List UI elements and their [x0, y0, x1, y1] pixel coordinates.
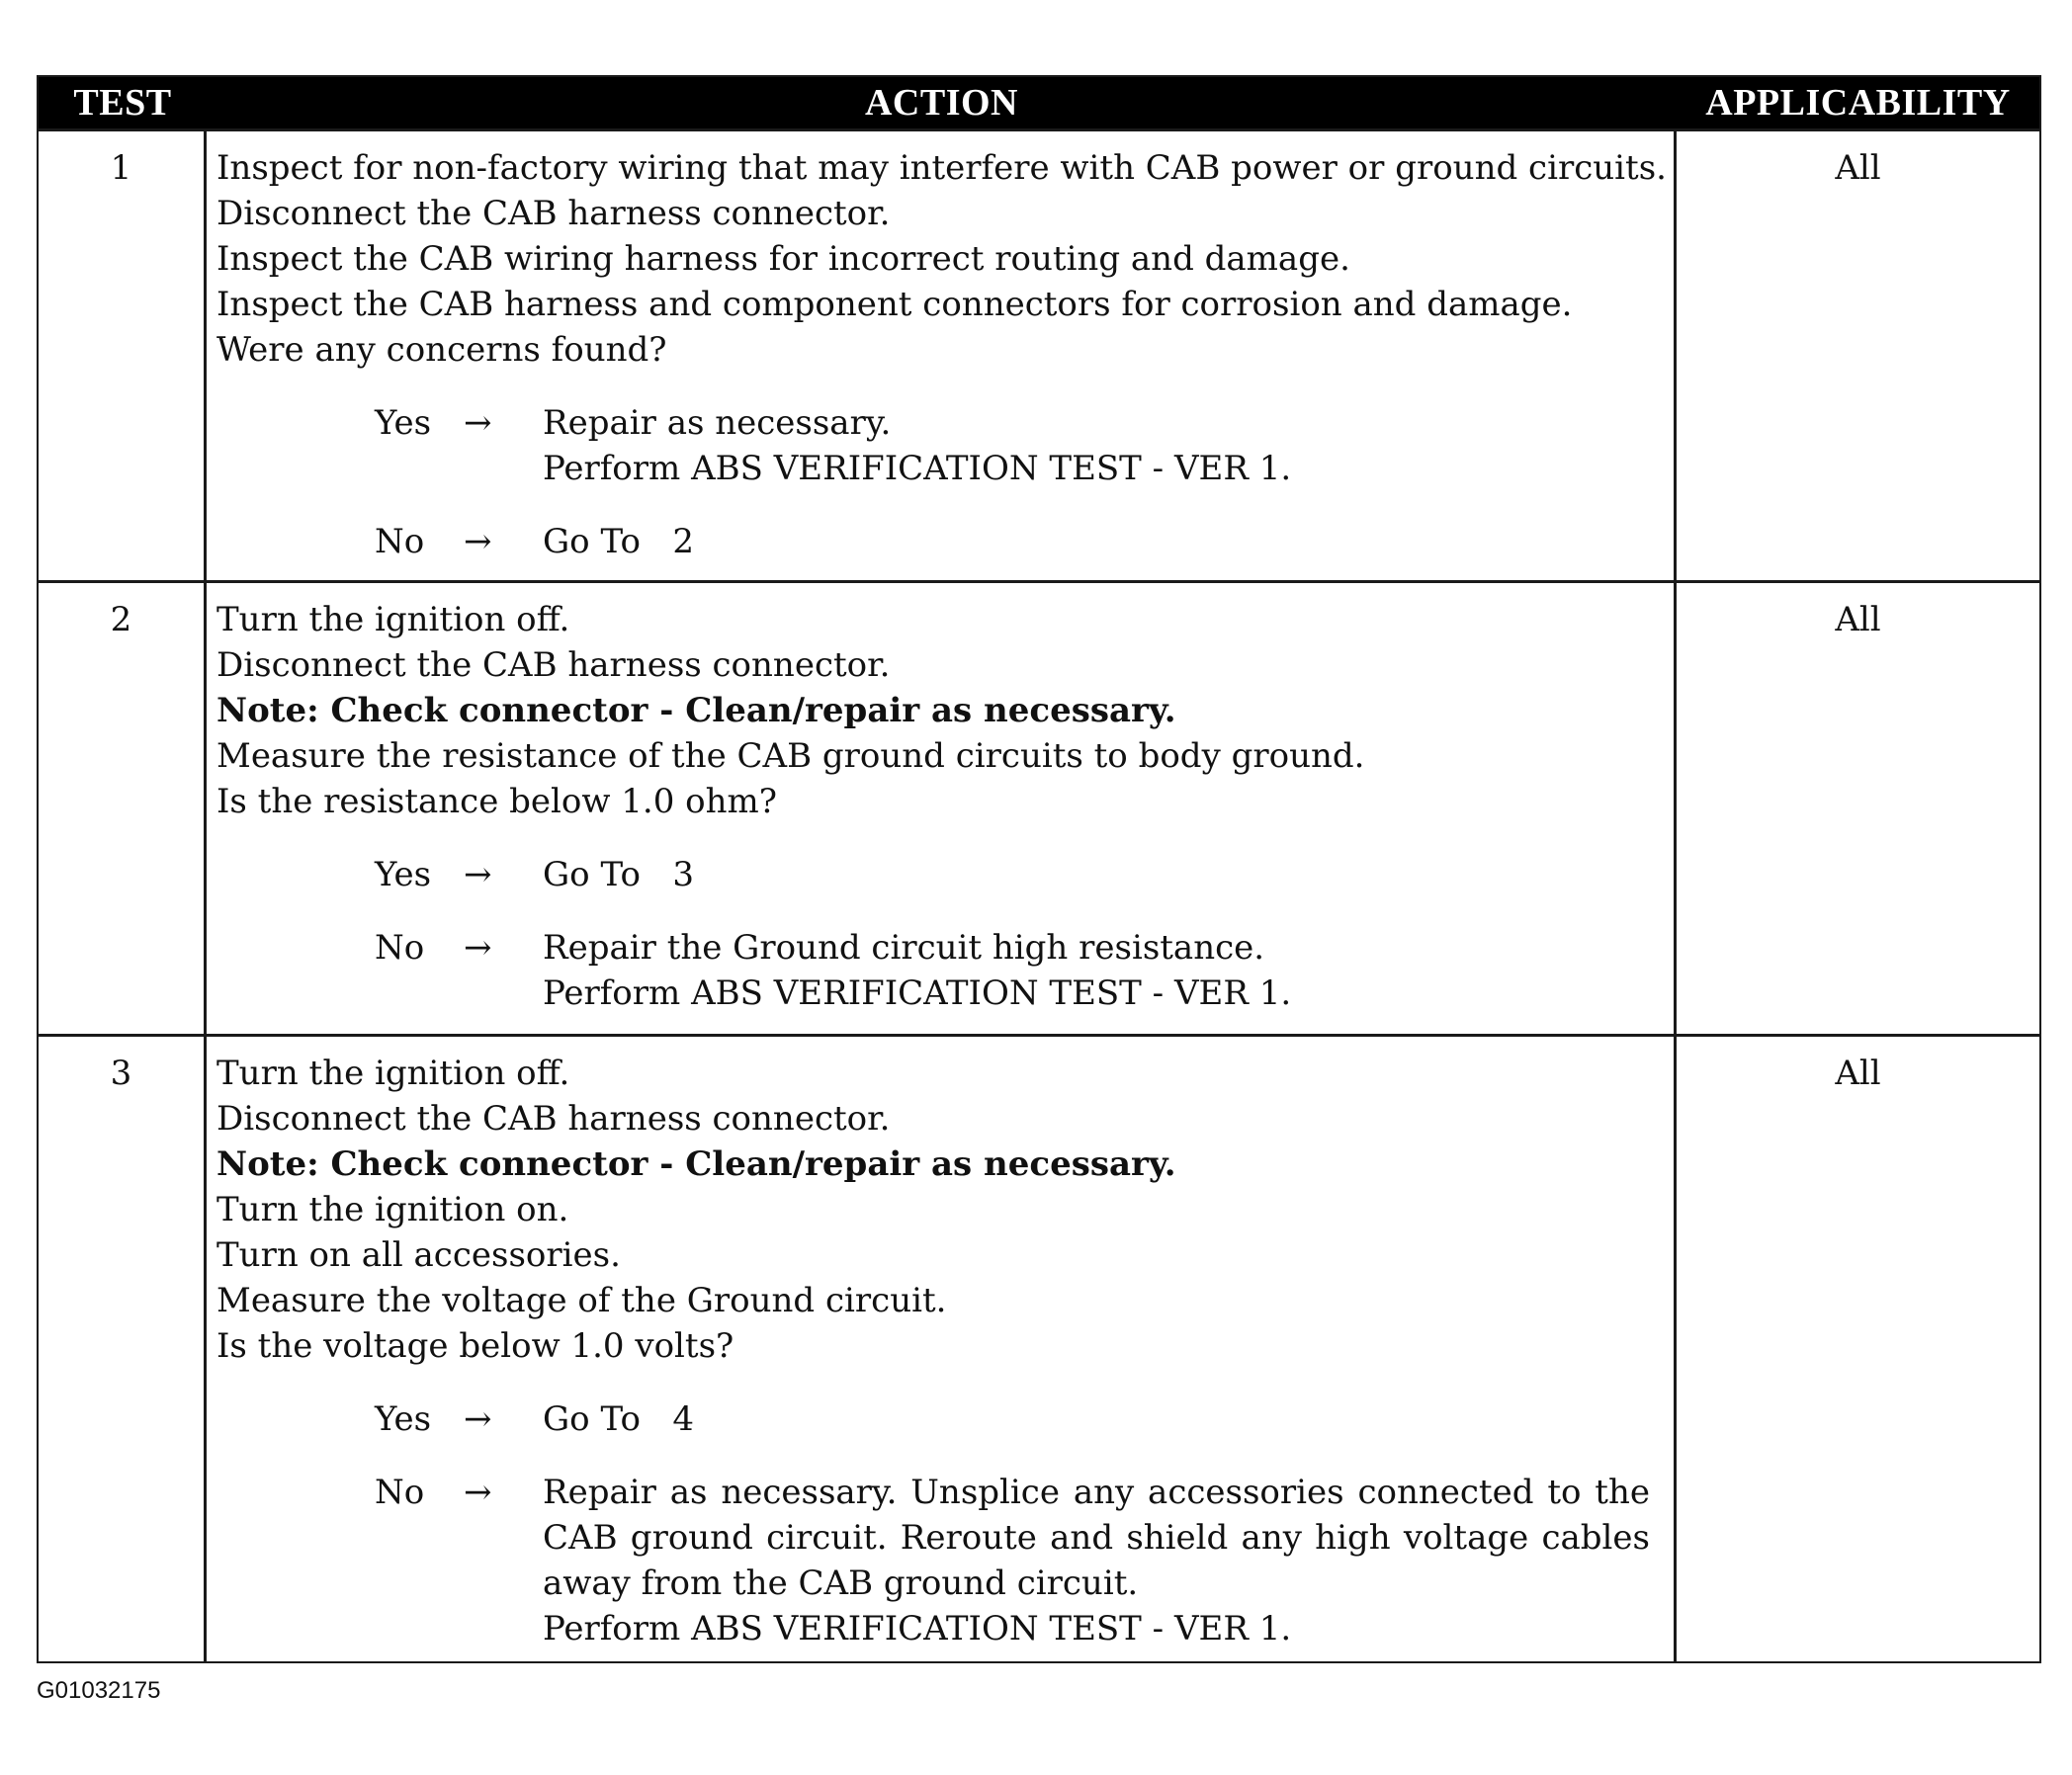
- step: Measure the voltage of the Ground circuit.: [216, 1281, 947, 1320]
- no-branch: [375, 925, 1666, 1016]
- step: Turn the ignition off.: [216, 600, 570, 639]
- yes-branch: [375, 400, 1666, 491]
- yes-label: Yes: [375, 855, 432, 894]
- header-action: ACTION: [864, 82, 1019, 124]
- result-line: Go To 4: [543, 1399, 694, 1439]
- step: Disconnect the CAB harness connector.: [216, 645, 891, 685]
- result-line: away from the CAB ground circuit.: [543, 1564, 1139, 1603]
- test-number: 1: [39, 131, 207, 580]
- no-result: [543, 1470, 1666, 1651]
- right-arrow-icon: →: [464, 403, 492, 443]
- right-arrow-icon: →: [464, 522, 492, 561]
- step: Inspect for non-factory wiring that may interfere with CAB power or ground circuits.: [216, 148, 1667, 188]
- action-cell: [207, 131, 1677, 580]
- result-line: CAB ground circuit. Reroute and shield any high voltage cables: [543, 1518, 1650, 1558]
- action-cell: [207, 1037, 1677, 1661]
- step: Is the voltage below 1.0 volts?: [216, 1326, 734, 1366]
- no-branch: [375, 519, 1666, 564]
- no-branch: [375, 1470, 1666, 1651]
- step: Disconnect the CAB harness connector.: [216, 194, 891, 233]
- yes-result: [543, 852, 1666, 897]
- result-line: Perform ABS VERIFICATION TEST - VER 1.: [543, 1609, 1292, 1648]
- yes-label: Yes: [375, 403, 432, 443]
- step: Turn the ignition on.: [216, 1190, 569, 1229]
- step: Turn the ignition off.: [216, 1054, 570, 1093]
- test-row-2: [39, 580, 2039, 1034]
- figure-id: G01032175: [37, 1677, 161, 1704]
- applicability-value: All: [1835, 148, 1881, 188]
- test-number: 3: [39, 1037, 207, 1661]
- result-line: Perform ABS VERIFICATION TEST - VER 1.: [543, 973, 1292, 1013]
- applicability-value: All: [1835, 600, 1881, 639]
- result-line: Perform ABS VERIFICATION TEST - VER 1.: [543, 449, 1292, 488]
- right-arrow-icon: →: [464, 855, 492, 894]
- header-test: TEST: [73, 82, 172, 124]
- no-label: No: [375, 1473, 425, 1512]
- applicability-value: All: [1835, 1054, 1881, 1093]
- yes-label: Yes: [375, 1399, 432, 1439]
- step: Were any concerns found?: [216, 330, 667, 370]
- test-row-1: [39, 128, 2039, 580]
- result-line: Repair as necessary.: [543, 403, 892, 443]
- step: Inspect the CAB harness and component connectors for corrosion and damage.: [216, 285, 1573, 324]
- step: Is the resistance below 1.0 ohm?: [216, 782, 777, 821]
- table-header: [39, 77, 2039, 128]
- result-line: Repair as necessary. Unsplice any accessories connected to the: [543, 1473, 1650, 1512]
- right-arrow-icon: →: [464, 1399, 492, 1439]
- result-line: Go To 2: [543, 522, 694, 561]
- no-result: [543, 925, 1666, 1016]
- no-label: No: [375, 522, 425, 561]
- result-line: Repair the Ground circuit high resistance.: [543, 928, 1265, 968]
- right-arrow-icon: →: [464, 928, 492, 968]
- no-label: No: [375, 928, 425, 968]
- yes-result: [543, 1396, 1666, 1442]
- yes-branch: [375, 852, 1666, 897]
- header-applicability: APPLICABILITY: [1705, 82, 2011, 124]
- step: Measure the resistance of the CAB ground circuits to body ground.: [216, 736, 1365, 776]
- yes-branch: [375, 1396, 1666, 1442]
- step: Inspect the CAB wiring harness for incorrect routing and damage.: [216, 239, 1350, 279]
- step: Turn on all accessories.: [216, 1235, 621, 1275]
- note: Note: Check connector - Clean/repair as necessary.: [216, 1144, 1176, 1184]
- note: Note: Check connector - Clean/repair as necessary.: [216, 691, 1176, 730]
- test-number: 2: [39, 583, 207, 1034]
- diagnostic-test-table: [37, 75, 2041, 1663]
- test-row-3: [39, 1034, 2039, 1661]
- right-arrow-icon: →: [464, 1473, 492, 1512]
- no-result: [543, 519, 1666, 564]
- step: Disconnect the CAB harness connector.: [216, 1099, 891, 1139]
- result-line: Go To 3: [543, 855, 694, 894]
- yes-result: [543, 400, 1666, 491]
- action-cell: [207, 583, 1677, 1034]
